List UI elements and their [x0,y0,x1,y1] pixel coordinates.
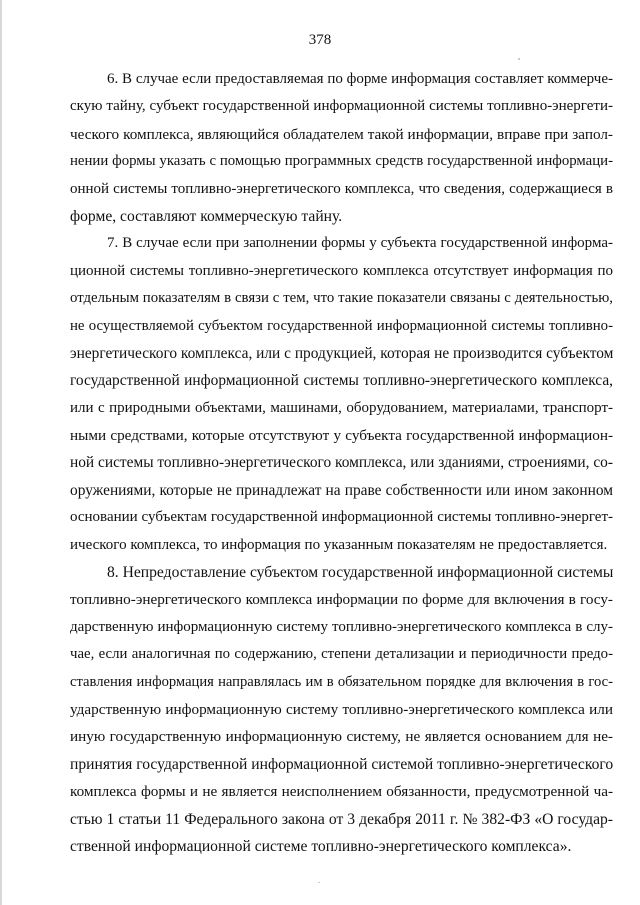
text-line: не осуществляемой субъектом государственной информационной системы топливно- [70,317,613,334]
paragraph-6 [70,66,613,230]
text-line: топливно-энергетического комплекса информации по форме для включения в госу- [70,591,613,609]
text-line: ударственную информационную систему топливно-энергетического комплекса или [70,700,613,718]
paragraph-7 [70,230,613,559]
text-line: комплекса формы и не является неисполнением обязанности, предусмотренной ча- [70,783,613,801]
text-line: основании субъектам государственной информационной системы топливно-энергет- [70,509,613,526]
text-line: ического комплекса, то информация по указанным показателям не предоставляется. [70,536,608,553]
text-line: онной системы топливно-энергетического комплекса, что сведения, содержащиеся в [70,180,613,197]
text-line: 8. Непредоставление субъектом государственной информационной системы [107,564,614,582]
text-line: 7. В случае если при заполнении формы у субъекта государственной информа- [107,235,613,252]
text-line: или с природными объектами, машинами, оборудованием, материалами, транспорт- [70,399,613,416]
text-line: государственной информационной системы топливно-энергетического комплекса, [70,372,613,390]
text-line: принятия государственной информационной системой топливно-энергетического [70,755,614,773]
paragraph-8 [70,559,613,860]
text-line: нении формы указать с помощью программных средств государственной информаци- [70,153,613,170]
scan-speck [518,58,520,60]
text-line: отдельным показателям в связи с тем, что такие показатели связаны с деятельностью, [70,290,613,307]
text-line: оружениями, которые не принадлежат на праве собственности или ином законном [70,481,613,499]
scan-speck [318,882,320,883]
text-line: иную государственную информационную систему, не является основанием для не- [70,728,613,746]
document-body [70,66,613,860]
page-number: 378 [308,32,332,48]
text-line: форме, составляют коммерческую тайну. [70,207,343,225]
scan-edge-shadow [0,0,2,905]
text-line: стью 1 статьи 11 Федерального закона от 3 декабря 2011 г. № 382-ФЗ «О государ- [70,810,613,828]
text-line: ными средствами, которые отсутствуют у субъекта государственной информацион- [70,427,613,445]
text-line: чае, если аналогичная по содержанию, степени детализации и периодичности предо- [70,646,613,663]
text-line: 6. В случае если предоставляемая по форме информация составляет коммерче- [107,71,613,87]
text-line: скую тайну, субъект государственной информационной системы топливно-энергети- [70,98,613,115]
text-line: ческого комплекса, являющийся обладателем такой информации, вправе при запол- [70,125,613,143]
text-line: ной системы топливно-энергетического комплекса, или зданиями, строениями, со- [70,454,613,472]
text-line: ционной системы топливно-энергетического комплекса отсутствует информация по [70,262,613,279]
text-line: ственной информационной системе топливно-энергетического комплекса». [70,837,572,855]
text-line: ставления информация направлялась им в обязательном порядке для включения в гос- [70,673,613,690]
text-line: энергетического комплекса, или с продукцией, которая не производится субъектом [70,344,614,362]
text-line: дарственную информационную систему топливно-энергетического комплекса в слу- [70,618,613,635]
